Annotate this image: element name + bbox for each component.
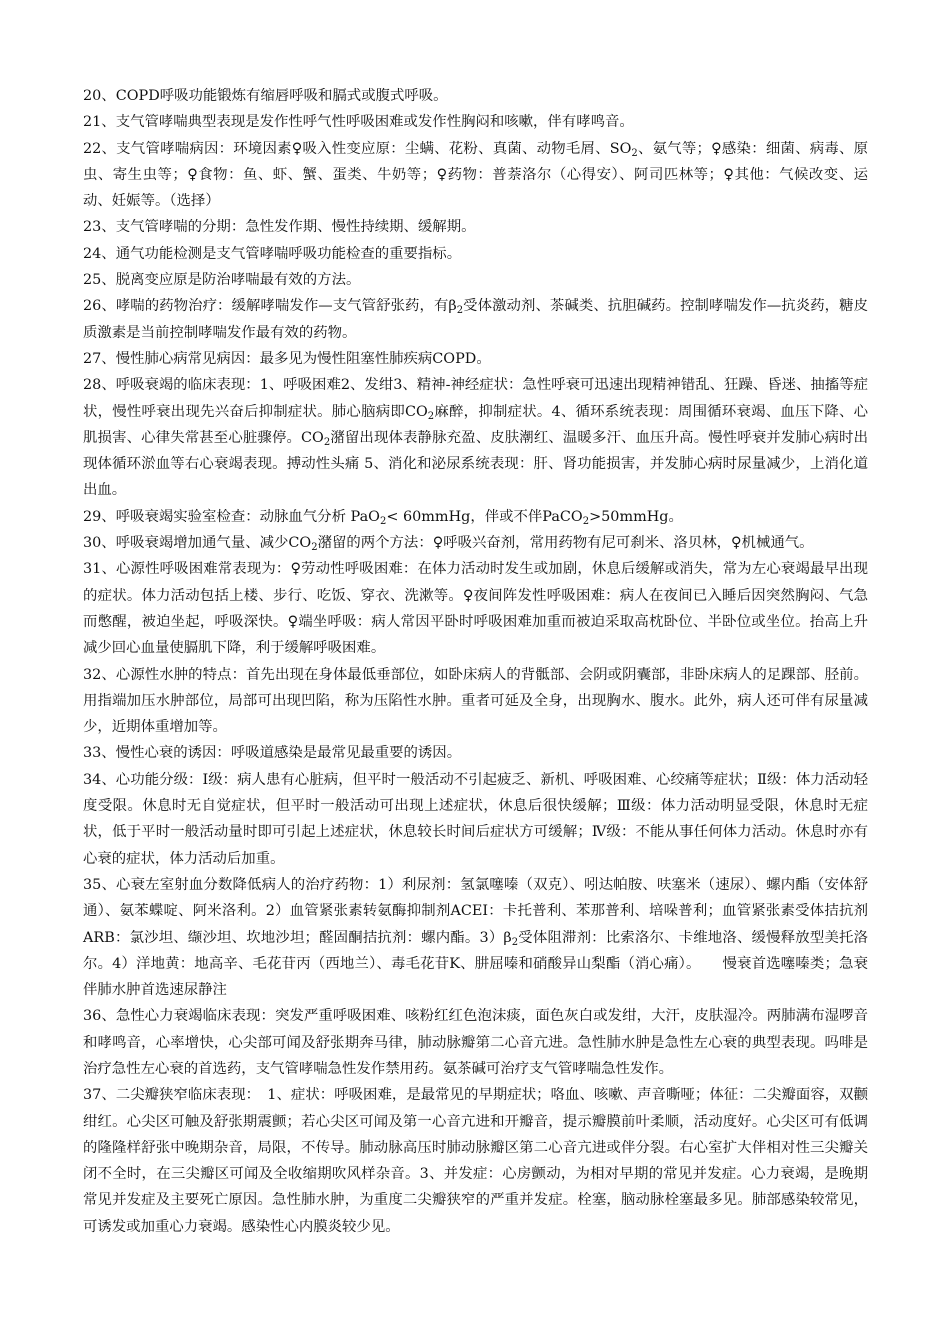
entry-36: 36、急性心力衰竭临床表现：突发严重呼吸困难、咳粉红红色泡沫痰，面色灰白或发绀，大汗，皮肤湿冷。两肺满布湿啰音和哮鸣音，心率增快，心尖部可闻及舒张期奔马律，肺动脉瓣第二心音亢进。急性肺水肿是急性左心衰的典型表现。吗啡是治疗急性左心衰的首选药，支气管哮喘急性发作禁用药。氨茶碱可治疗支气管哮喘急性发作。 — [83, 1008, 868, 1077]
entry-22: 22、支气管哮喘病因：环境因素♀吸入性变应原：尘螨、花粉、真菌、动物毛屑、$SO_2$、氨气等；♀感染：细菌、病毒、原虫、寄生虫等；♀食物：鱼、虾、蟹、蛋类、牛奶等；♀药物：普萘洛尔（心得安）、阿司匹林等；♀其他：气候改变、运动、妊娠等。（选择） — [83, 140, 868, 210]
entry-27: 27、慢性肺心病常见病因：最多见为慢性阻塞性肺疾病COPD。 — [83, 350, 491, 367]
entry-34: 34、心功能分级：Ⅰ级：病人患有心脏病，但平时一般活动不引起疲乏、新机、呼吸困难、心绞痛等症状；Ⅱ级：体力活动轻度受限。休息时无自觉症状，但平时一般活动可出现上述症状，休息后很快缓解；Ⅲ级：体力活动明显受限，休息时无症状，低于平时一般活动量时即可引起上述症状，休息较长时间后症状方可缓解；Ⅳ级：不能从事任何体力活动。休息时亦有心衰的症状，体力活动后加重。 — [83, 771, 868, 867]
entry-25: 25、脱离变应原是防治哮喘最有效的方法。 — [83, 272, 361, 289]
entry-21: 21、支气管哮喘典型表现是发作性呼气性呼吸困难或发作性胸闷和咳嗽，伴有哮鸣音。 — [83, 114, 634, 131]
entry-37: 37、二尖瓣狭窄临床表现： 1、症状：呼吸困难，是最常见的早期症状；咯血、咳嗽、声音嘶哑；体征：二尖瓣面容，双颧绀红。心尖区可触及舒张期震颤；若心尖区可闻及第一心音亢进和开瓣音，提示瓣膜前叶柔顺，活动度好。心尖区可有低调的隆隆样舒张中晚期杂音，局限，不传导。肺动脉高压时肺动脉瓣区第二心音亢进或伴分裂。右心室扩大伴相对性三尖瓣关闭不全时，在三尖瓣区可闻及全收缩期吹风样杂音。3、并发症：心房颤动，为相对早期的常见并发症。心力衰竭，是晚期常见并发症及主要死亡原因。急性肺水肿，为重度二尖瓣狭窄的严重并发症。栓塞，脑动脉栓塞最多见。肺部感染较常见，可诱发或加重心力衰竭。感染性心内膜炎较少见。 — [83, 1087, 868, 1235]
entry-32: 32、心源性水肿的特点：首先出现在身体最低垂部位，如卧床病人的背骶部、会阴或阴囊部，非卧床病人的足踝部、胫前。用指端加压水肿部位，局部可出现凹陷，称为压陷性水肿。重者可延及全身，出现胸水、腹水。此外，病人还可伴有尿量减少，近期体重增加等。 — [83, 666, 868, 736]
entry-23: 23、支气管哮喘的分期：急性发作期、慢性持续期、缓解期。 — [83, 219, 476, 236]
entry-26: 26、哮喘的药物治疗：缓解哮喘发作—支气管舒张药，有$\beta_2$受体激动剂、茶碱类、抗胆碱药。控制哮喘发作—抗炎药，糖皮质激素是当前控制哮喘发作最有效的药物。 — [83, 298, 868, 341]
entry-20: 20、COPD呼吸功能锻炼有缩唇呼吸和膈式或腹式呼吸。 — [83, 88, 448, 104]
entry-30: 30、呼吸衰竭增加通气量、减少$CO_2$潴留的两个方法：♀呼吸兴奋剂，常用药物有尼可刹米、洛贝林，♀机械通气。 — [83, 535, 814, 554]
entry-29: 29、呼吸衰竭实验室检查：动脉血气分析 PaO$_2$< 60mmHg，伴或不伴PaCO$_2$>50mmHg。 — [83, 508, 683, 527]
entry-33: 33、慢性心衰的诱因：呼吸道感染是最常见最重要的诱因。 — [83, 745, 462, 762]
entry-28: 28、呼吸衰竭的临床表现：1、呼吸困难2、发绀3、精神-神经症状：急性呼衰可迅速出现精神错乱、狂躁、昏迷、抽搐等症状，慢性呼衰出现先兴奋后抑制症状。肺心脑病即$CO_2$麻醉，抑制症状。4、循环系统表现：周围循环衰竭、血压下降、心肌损害、心律失常甚至心脏骤停。$CO_2$潴留出现体表静脉充盈、皮肤潮红、温暖多汗、血压升高。慢性呼衰并发肺心病时出现体循环淤血等右心衰竭表现。搏动性头痛 5、消化和泌尿系统表现：肝、肾功能损害，并发肺心病时尿量减少，上消化道出血。 — [83, 377, 868, 499]
entry-35: 35、心衰左室射血分数降低病人的治疗药物：1）利尿剂：氢氯噻嗪（双克）、吲达帕胺、呋塞米（速尿）、螺内酯（安体舒通）、氨苯蝶啶、阿米洛利。2）血管紧张素转氨酶抑制剂ACEI：卡托普利、苯那普利、培哚普利；血管紧张素受体拮抗剂ARB：氯沙坦、缬沙坦、坎地沙坦；醛固酮拮抗剂：螺内酯。$3)\beta_2$受体阻滞剂：比索洛尔、卡维地洛、缓慢释放型美托洛尔。4）洋地黄：地高辛、毛花苷丙（西地兰）、毒毛花苷K、肼屈嗪和硝酸异山梨酯（消心痛）。 慢衰首选噻嗪类；急衰伴肺水肿首选速尿静注 — [83, 876, 868, 999]
entry-24: 24、通气功能检测是支气管哮喘呼吸功能检查的重要指标。 — [83, 245, 462, 262]
entry-31: 31、心源性呼吸困难常表现为：♀劳动性呼吸困难：在体力活动时发生或加剧，休息后缓解或消失，常为左心衰竭最早出现的症状。体力活动包括上楼、步行、吃饭、穿衣、洗漱等。♀夜间阵发性呼吸困难：病人在夜间已入睡后因突然胸闷、气急而憋醒，被迫坐起，呼吸深快。♀端坐呼吸：病人常因平卧时呼吸困难加重而被迫采取高枕卧位、半卧位或坐位。抬高上升减少回心血量使膈肌下降，利于缓解呼吸困难。 — [83, 561, 868, 657]
